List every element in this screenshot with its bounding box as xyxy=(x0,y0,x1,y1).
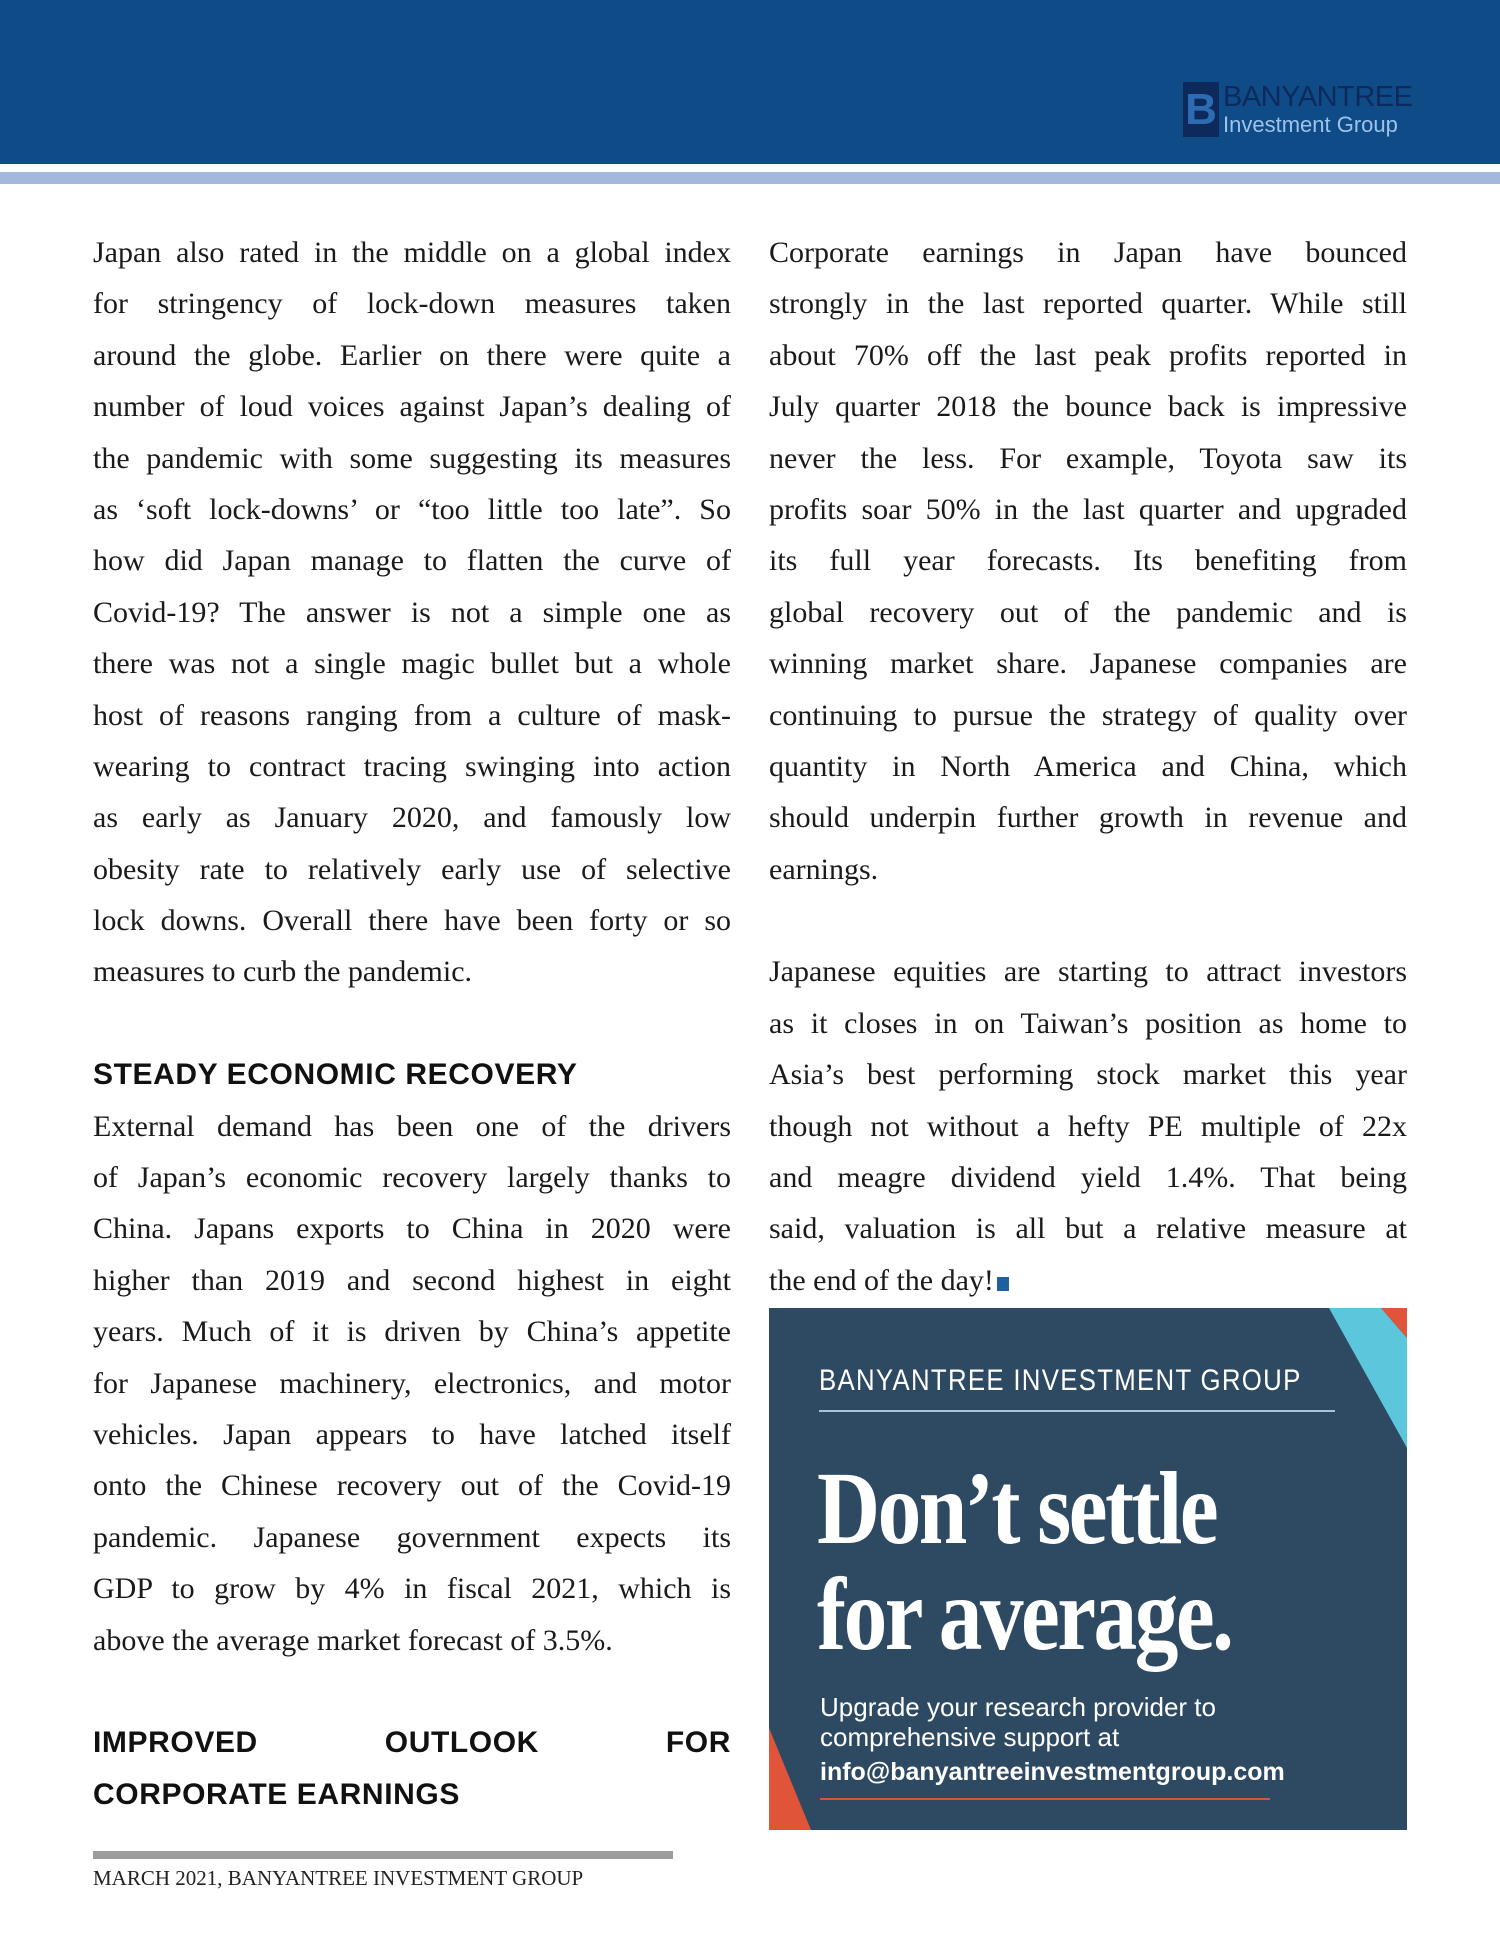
header-divider xyxy=(0,164,1500,172)
text-line: of Japan’s economic recovery largely thanks to xyxy=(93,1161,731,1195)
text-line: Japanese equities are starting to attract investors xyxy=(769,955,1407,989)
text-line: and meagre dividend yield 1.4%. That being xyxy=(769,1161,1407,1195)
text-line: External demand has been one of the drivers xyxy=(93,1109,731,1143)
text-line: above the average market forecast of 3.5%. xyxy=(93,1623,613,1657)
text-line: Asia’s best performing stock market this year xyxy=(769,1058,1407,1092)
text-line: for stringency of lock-down measures taken xyxy=(93,287,731,321)
text-line: for Japanese machinery, electronics, and motor xyxy=(93,1366,731,1400)
paragraph xyxy=(93,1101,731,1666)
text-line: Covid-19? The answer is not a simple one as xyxy=(93,595,731,629)
section-heading xyxy=(93,1049,731,1100)
blank-line xyxy=(93,1666,731,1717)
text-line: said, valuation is all but a relative measure at xyxy=(769,1212,1407,1246)
text-line: July quarter 2018 the bounce back is impressive xyxy=(769,390,1407,424)
text-line: vehicles. Japan appears to have latched itself xyxy=(93,1417,731,1451)
text-line: as ‘soft lock-downs’ or “too little too late”. So xyxy=(93,492,731,526)
ad-body xyxy=(820,1692,1216,1752)
header-band xyxy=(0,172,1500,184)
ad-email-underline xyxy=(820,1798,1270,1800)
text-line-wrap xyxy=(769,844,1407,895)
text-line: though not without a hefty PE multiple of 22x xyxy=(769,1109,1407,1143)
end-mark-icon xyxy=(997,1277,1009,1291)
left-column xyxy=(93,227,731,1820)
ad-email-link[interactable]: info@banyantreeinvestmentgroup.com xyxy=(820,1758,1285,1786)
text-line: lock downs. Overall there have been forty or so xyxy=(93,904,731,938)
text-line: higher than 2019 and second highest in eight xyxy=(93,1263,731,1297)
text-line: years. Much of it is driven by China’s appetite xyxy=(93,1315,731,1349)
text-line: Corporate earnings in Japan have bounced xyxy=(769,236,1407,269)
text-line: continuing to pursue the strategy of quality over xyxy=(769,698,1407,732)
text-line: profits soar 50% in the last quarter and upgraded xyxy=(769,492,1407,526)
page-header xyxy=(0,0,1500,164)
orange-stripe xyxy=(769,1728,811,1830)
text-line: global recovery out of the pandemic and is xyxy=(769,595,1407,629)
ad-headline-line-2: for average. xyxy=(817,1557,1232,1672)
text-line: measures to curb the pandemic. xyxy=(93,955,473,989)
text-line: as early as January 2020, and famously low xyxy=(93,801,731,835)
heading-line: CORPORATE EARNINGS xyxy=(93,1777,460,1811)
text-line-wrap xyxy=(93,1615,731,1666)
text-line: pandemic. Japanese government expects its xyxy=(93,1520,731,1554)
logo-mark-icon: B xyxy=(1183,82,1219,137)
banyantree-logo xyxy=(1183,82,1412,138)
logo-subtitle: Investment Group xyxy=(1223,112,1398,137)
text-line: GDP to grow by 4% in fiscal 2021, which is xyxy=(93,1572,731,1606)
footer-divider xyxy=(93,1851,673,1859)
right-column xyxy=(769,227,1407,1306)
cyan-stripe xyxy=(1329,1308,1407,1448)
paragraph xyxy=(769,227,1407,895)
text-line-wrap xyxy=(93,1769,731,1820)
blank-line xyxy=(93,998,731,1049)
text-line: China. Japans exports to China in 2020 were xyxy=(93,1212,731,1246)
text-line: wearing to contract tracing swinging into action xyxy=(93,749,731,783)
text-line: around the globe. Earlier on there were quite a xyxy=(93,338,731,372)
text-line: the end of the day! xyxy=(769,1263,994,1297)
logo-name: BANYANTREE xyxy=(1223,81,1413,113)
advertisement-banner[interactable] xyxy=(769,1308,1407,1830)
text-line-wrap xyxy=(93,1049,731,1100)
ad-divider xyxy=(819,1410,1335,1412)
text-line: quantity in North America and China, which xyxy=(769,749,1407,783)
ad-body-line-2: comprehensive support at xyxy=(820,1722,1120,1752)
text-line: as it closes in on Taiwan’s position as home to xyxy=(769,1006,1407,1040)
ad-brand: BANYANTREE INVESTMENT GROUP xyxy=(819,1364,1302,1397)
text-line: earnings. xyxy=(769,852,879,886)
paragraph xyxy=(93,227,731,998)
text-line: strongly in the last reported quarter. While still xyxy=(769,287,1407,321)
text-line-wrap xyxy=(769,1255,1407,1306)
text-line: host of reasons ranging from a culture of mask- xyxy=(93,698,731,732)
text-line: number of loud voices against Japan’s dealing of xyxy=(93,390,731,424)
text-line: the pandemic with some suggesting its measures xyxy=(93,441,731,475)
blank-line xyxy=(769,895,1407,946)
ad-headline-line-1: Don’t settle xyxy=(817,1451,1217,1566)
text-line: how did Japan manage to flatten the curve of xyxy=(93,544,731,578)
text-line: about 70% off the last peak profits reported in xyxy=(769,338,1407,372)
text-line-wrap xyxy=(93,946,731,997)
section-heading xyxy=(93,1717,731,1820)
text-line: obesity rate to relatively early use of selective xyxy=(93,852,731,886)
text-line: Japan also rated in the middle on a global index xyxy=(93,236,731,269)
ad-headline xyxy=(817,1451,1232,1672)
text-line: there was not a single magic bullet but a whole xyxy=(93,647,731,681)
text-line: onto the Chinese recovery out of the Covid-19 xyxy=(93,1469,731,1503)
text-line: never the less. For example, Toyota saw its xyxy=(769,441,1407,475)
footer-text: MARCH 2021, BANYANTREE INVESTMENT GROUP xyxy=(93,1866,584,1890)
paragraph xyxy=(769,946,1407,1306)
heading-line: STEADY ECONOMIC RECOVERY xyxy=(93,1058,578,1092)
text-line: winning market share. Japanese companies are xyxy=(769,647,1407,681)
text-line: should underpin further growth in revenue and xyxy=(769,801,1407,835)
text-line: IMPROVED OUTLOOK FOR xyxy=(93,1726,731,1760)
text-line: its full year forecasts. Its benefiting from xyxy=(769,544,1407,578)
ad-body-line-1: Upgrade your research provider to xyxy=(820,1692,1216,1722)
